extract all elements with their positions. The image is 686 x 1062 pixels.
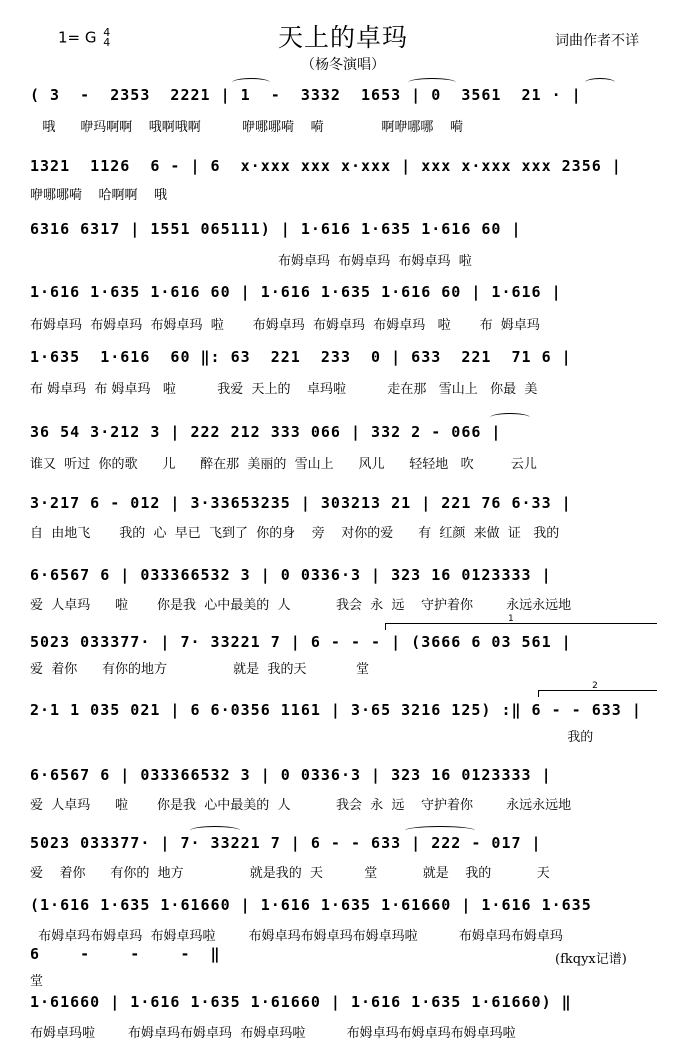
notation-row: 3·217 6 - 012 | 3·33653235 | 303213 21 | 221 76 6·33 | (30, 494, 572, 512)
transcriber-note: (fkqyx记谱) (555, 952, 627, 967)
lyric-row: 爱 人卓玛 啦 你是我 心中最美的 人 我会 永 远 守护着你 永远永远地 (30, 798, 572, 813)
lyric-row: 咿哪哪嗬 哈啊啊 哦 (30, 188, 168, 203)
composer-credit: 词曲作者不详 (555, 33, 639, 49)
notation-row: (1·616 1·635 1·61660 | 1·616 1·635 1·61660 | 1·616 1·635 (30, 896, 592, 914)
notation-row: 5023 033377· | 7· 33221 7 | 6 - - 633 | 222 - 017 | (30, 834, 542, 852)
notation-row: 6·6567 6 | 033366532 3 | 0 0336·3 | 323 16 0123333 | (30, 566, 552, 584)
slur-mark (405, 826, 475, 835)
lyric-row: 布姆卓玛布姆卓玛 布姆卓玛啦 布姆卓玛布姆卓玛布姆卓玛啦 布姆卓玛布姆卓玛 (30, 929, 563, 944)
notation-row: 1·61660 | 1·616 1·635 1·61660 | 1·616 1·635 1·61660) ‖ (30, 993, 572, 1011)
notation-row: ( 3 - 2353 2221 | 1 - 3332 1653 | 0 3561 21 · | (30, 86, 582, 104)
lyric-row: 布姆卓玛 布姆卓玛 布姆卓玛 啦 (30, 254, 472, 269)
notation-row: 5023 033377· | 7· 33221 7 | 6 - - - | (3666 6 03 561 | (30, 633, 572, 651)
notation-row: 1321 1126 6 - | 6 x·xxx xxx x·xxx | xxx x·xxx xxx 2356 | (30, 157, 622, 175)
notation-row: 6 - - - ‖ (30, 945, 221, 963)
lyric-row: 布姆卓玛啦 布姆卓玛布姆卓玛 布姆卓玛啦 布姆卓玛布姆卓玛布姆卓玛啦 (30, 1026, 516, 1041)
notation-row: 6316 6317 | 1551 065111) | 1·616 1·635 1·616 60 | (30, 220, 522, 238)
slur-mark (585, 78, 615, 87)
lyric-row: 布 姆卓玛 布 姆卓玛 啦 我爱 天上的 卓玛啦 走在那 雪山上 你最 美 (30, 382, 538, 397)
notation-row: 1·635 1·616 60 ‖: 63 221 233 0 | 633 221 71 6 | (30, 348, 572, 366)
singer-credit: （杨冬演唱） (301, 57, 385, 73)
lyric-row: 自 由地飞 我的 心 早已 飞到了 你的身 旁 对你的爱 有 红颜 来做 证 我的 (30, 526, 560, 541)
lyric-row: 爱 着你 有你的 地方 就是我的 天 堂 就是 我的 天 (30, 866, 550, 881)
lyric-row: 谁又 听过 你的歌 儿 醉在那 美丽的 雪山上 风儿 轻轻地 吹 云儿 (30, 457, 537, 472)
slur-mark (232, 78, 270, 87)
time-signature-bottom: 4 (103, 36, 111, 49)
slur-mark (190, 826, 240, 835)
key-signature: 1= G 4 4 (58, 26, 111, 49)
lyric-row: 我的 (30, 730, 594, 745)
notation-row: 2·1 1 035 021 | 6 6·0356 1161 | 3·65 3216 125) :‖ 6 - - 633 | (30, 701, 642, 719)
song-title: 天上的卓玛 (277, 23, 408, 52)
notation-row: 6·6567 6 | 033366532 3 | 0 0336·3 | 323 16 0123333 | (30, 766, 552, 784)
lyric-row: 布姆卓玛 布姆卓玛 布姆卓玛 啦 布姆卓玛 布姆卓玛 布姆卓玛 啦 布 姆卓玛 (30, 318, 540, 333)
lyric-row: 堂 (30, 974, 44, 989)
lyric-row: 爱 着你 有你的地方 就是 我的天 堂 (30, 662, 370, 677)
lyric-row: 爱 人卓玛 啦 你是我 心中最美的 人 我会 永 远 守护着你 永远永远地 (30, 598, 572, 613)
time-signature-top: 4 (103, 26, 111, 39)
triplet-slur-mark (490, 413, 530, 422)
volta-bracket-2: 2 (538, 690, 657, 697)
lyric-row: 哦 咿玛啊啊 哦啊哦啊 咿哪哪嗬 嗬 啊咿哪哪 嗬 (30, 120, 463, 135)
volta-bracket-1: 1 (385, 623, 657, 630)
slur-mark (408, 78, 456, 87)
notation-row: 36 54 3·212 3 | 222 212 333 066 | 332 2 - 066 | (30, 423, 502, 441)
notation-row: 1·616 1·635 1·616 60 | 1·616 1·635 1·616 60 | 1·616 | (30, 283, 562, 301)
